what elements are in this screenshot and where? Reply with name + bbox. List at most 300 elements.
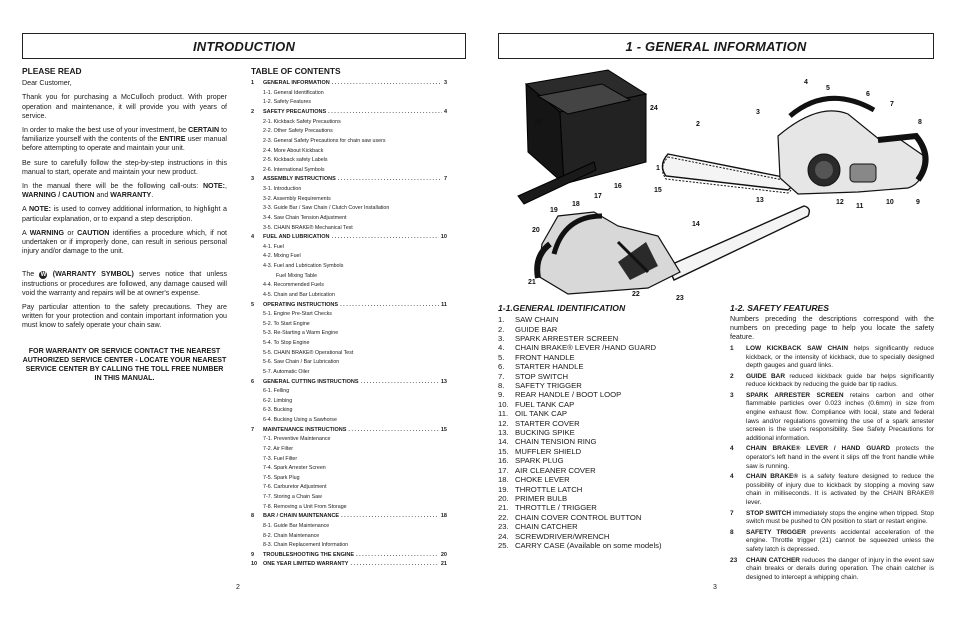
identification-item-label: CHAIN CATCHER — [515, 522, 578, 532]
identification-list-item — [498, 325, 720, 334]
safety-feature-term: SAFETY TRIGGER — [746, 528, 806, 536]
toc-section-entry — [251, 339, 447, 349]
toc-entry-title: 7-2. Air Filter — [263, 445, 294, 452]
toc-section-entry — [251, 147, 447, 157]
identification-list-item — [498, 315, 720, 324]
toc-entry-title: 2-2. Other Safety Precautions — [263, 128, 333, 135]
callout-17: 17 — [594, 193, 602, 200]
safety-feature-item — [730, 373, 934, 390]
safety-feature-description — [746, 510, 934, 527]
safety-feature-text: reduced kickback guide bar helps significantly reduce kickback by reducing the guide bar tip radius. — [746, 372, 934, 389]
safety-feature-text: protects the operator's left hand in the event it slips off the front handle while saw is running. — [746, 445, 934, 470]
toc-section-entry — [251, 435, 447, 445]
callout-21: 21 — [528, 279, 536, 286]
safety-feature-number: 4 — [730, 473, 734, 481]
intro-paragraph-8: Pay particular attention to the safety precautions. They are written for your protection and contain important information you must know to safely operate your chain saw. — [22, 303, 227, 330]
safety-feature-text: reduces the danger of injury in the event saw chain breaks or derails during operation. The chain catcher is designed to intercept a whipping chain. — [746, 556, 934, 581]
intro-paragraph-4: In the manual there will be the following call-outs: NOTE:, WARNING / CAUTION and WARRANTY. — [22, 182, 227, 200]
toc-chapter-entry — [251, 175, 447, 185]
identification-list-item — [498, 343, 720, 352]
safety-feature-text: helps significantly reduce kickback, or the intensity of kickback, due to specially designed depth gauges and guard links. — [746, 344, 934, 370]
safety-feature-description — [746, 445, 934, 471]
toc-leader-dots — [328, 108, 442, 118]
toc-section-entry — [251, 272, 447, 282]
toc-page-number: 13 — [440, 378, 447, 385]
toc-section-entry — [251, 262, 447, 272]
identification-item-number: 4. — [498, 343, 505, 353]
toc-entry-title: 3-2. Assembly Requirements — [263, 195, 331, 202]
toc-page-number: 21 — [440, 561, 447, 568]
identification-item-label: FUEL TANK CAP — [515, 399, 575, 409]
identification-item-label: SPARK PLUG — [515, 456, 564, 466]
safety-feature-item — [730, 510, 934, 527]
toc-chapter-number: 6 — [251, 378, 255, 385]
toc-section-entry — [251, 397, 447, 407]
safety-feature-text: retains carbon and other flammable particles over 0.023 inches (0.6mm) in size from engine exhaust flow. Compliance with local, state and federal laws and/or regulations governing the use of a spark arrester screen is the user's responsibility. See Safety Precautions for additional information. — [746, 391, 934, 442]
identification-item-label: BUCKING SPIKE — [515, 428, 575, 438]
safety-feature-term: LOW KICKBACK SAW CHAIN — [746, 344, 849, 352]
identification-item-number: 10. — [498, 399, 509, 409]
toc-entry-title: 8-2. Chain Maintenance — [263, 532, 320, 539]
please-read-section — [22, 67, 227, 383]
identification-list-item — [498, 353, 720, 362]
toc-section-entry — [251, 445, 447, 455]
identification-list-item — [498, 381, 720, 390]
toc-section-entry — [251, 166, 447, 176]
identification-item-label: CHAIN BRAKE® LEVER /HAND GUARD — [515, 343, 657, 353]
safety-features-section — [730, 304, 934, 584]
safety-feature-term: CHAIN BRAKE® LEVER / HAND GUARD — [746, 445, 891, 453]
toc-chapter-number: 9 — [251, 551, 255, 558]
toc-chapter-entry — [251, 79, 447, 89]
general-identification-heading: 1-1.GENERAL IDENTIFICATION — [498, 303, 626, 313]
identification-item-number: 18. — [498, 475, 509, 485]
toc-entry-title: 6-4. Bucking Using a Sawhorse — [263, 417, 337, 424]
toc-chapter-entry — [251, 301, 447, 311]
identification-item-number: 16. — [498, 456, 509, 466]
identification-item-number: 23. — [498, 522, 509, 532]
toc-entry-title: 8-3. Chain Replacement Information — [263, 542, 349, 549]
identification-item-number: 3. — [498, 334, 505, 344]
introduction-title: INTRODUCTION — [192, 38, 296, 54]
identification-list-item — [498, 466, 720, 475]
toc-section-entry — [251, 503, 447, 513]
identification-item-label: SCREWDRIVER/WRENCH — [515, 531, 610, 541]
safety-feature-description — [746, 373, 934, 390]
identification-item-number: 5. — [498, 352, 505, 362]
identification-item-label: STARTER COVER — [515, 418, 580, 428]
general-information-banner — [498, 33, 934, 59]
toc-section-entry — [251, 252, 447, 262]
toc-section-entry — [251, 474, 447, 484]
toc-section-entry — [251, 541, 447, 551]
identification-item-label: SAW CHAIN — [515, 315, 559, 325]
toc-entry-title: 7-5. Spark Plug — [263, 474, 300, 481]
safety-feature-item — [730, 473, 934, 507]
safety-feature-item — [730, 392, 934, 444]
toc-section-entry — [251, 204, 447, 214]
page-number-left: 2 — [236, 584, 240, 591]
toc-section-entry — [251, 387, 447, 397]
toc-section-entry — [251, 329, 447, 339]
toc-list — [251, 79, 447, 570]
identification-item-number: 20. — [498, 493, 509, 503]
toc-entry-title: 5-6. Saw Chain / Bar Lubrication — [263, 359, 340, 366]
callout-19: 19 — [550, 207, 558, 214]
chainsaw-top-drawing — [662, 98, 925, 194]
identification-item-label: REAR HANDLE / BOOT LOOP — [515, 390, 622, 400]
safety-feature-term: STOP SWITCH — [746, 509, 792, 517]
identification-list-item — [498, 503, 720, 512]
toc-entry-title: 1-1. General Identification — [263, 89, 324, 96]
identification-item-number: 2. — [498, 324, 505, 334]
toc-section-entry — [251, 195, 447, 205]
identification-list-item — [498, 485, 720, 494]
identification-item-number: 7. — [498, 371, 505, 381]
identification-item-label: STOP SWITCH — [515, 371, 569, 381]
toc-leader-dots — [338, 175, 442, 185]
general-information-title: 1 - GENERAL INFORMATION — [625, 38, 807, 54]
safety-feature-description — [746, 473, 934, 507]
callout-14: 14 — [692, 221, 700, 228]
toc-chapter-entry — [251, 551, 447, 561]
identification-list-item — [498, 419, 720, 428]
identification-item-number: 1. — [498, 315, 505, 325]
callout-12: 12 — [836, 199, 844, 206]
safety-feature-description — [746, 345, 934, 371]
toc-entry-title: 6-3. Bucking — [263, 407, 293, 414]
safety-feature-number: 23 — [730, 556, 738, 564]
safety-features-list — [730, 345, 934, 582]
toc-section-entry — [251, 358, 447, 368]
identification-list-item — [498, 522, 720, 531]
toc-entry-title: 3-4. Saw Chain Tension Adjustment — [263, 214, 347, 221]
callout-6: 6 — [866, 91, 870, 98]
callout-10: 10 — [886, 199, 894, 206]
toc-section-entry — [251, 406, 447, 416]
intro-paragraph-1: Thank you for purchasing a McCulloch product. With proper operation and maintenance, it will provide you with years of service. — [22, 93, 227, 120]
identification-item-number: 15. — [498, 446, 509, 456]
callout-4: 4 — [804, 79, 808, 86]
toc-entry-title: FUEL AND LUBRICATION — [263, 234, 330, 241]
toc-page-number: 7 — [443, 176, 447, 183]
toc-entry-title: 4-3. Fuel and Lubrication Symbols — [263, 263, 344, 270]
toc-page-number: 4 — [443, 109, 447, 116]
safety-feature-number: 1 — [730, 344, 734, 352]
toc-chapter-entry — [251, 378, 447, 388]
general-identification-section — [498, 304, 720, 550]
identification-list-item — [498, 437, 720, 446]
toc-leader-dots — [332, 233, 439, 243]
toc-section-entry — [251, 214, 447, 224]
safety-feature-item — [730, 529, 934, 555]
toc-section-entry — [251, 118, 447, 128]
identification-list-item — [498, 532, 720, 541]
toc-entry-title: SAFETY PRECAUTIONS — [263, 109, 327, 116]
salutation: Dear Customer, — [22, 79, 72, 88]
identification-list-item — [498, 541, 720, 550]
toc-section-entry — [251, 455, 447, 465]
identification-list-item — [498, 334, 720, 343]
toc-section-entry — [251, 483, 447, 493]
identification-item-label: CARRY CASE (Available on some models) — [515, 540, 662, 550]
toc-entry-title: 3-3. Guide Bar / Saw Chain / Clutch Cover Installation — [263, 205, 390, 212]
toc-entry-title: 2-4. More About Kickback — [263, 147, 324, 154]
callout-15: 15 — [654, 187, 662, 194]
identification-item-number: 14. — [498, 437, 509, 447]
toc-leader-dots — [356, 551, 439, 561]
toc-chapter-entry — [251, 512, 447, 522]
identification-list-item — [498, 372, 720, 381]
identification-list-item — [498, 456, 720, 465]
toc-entry-title: 7-1. Preventive Maintenance — [263, 436, 331, 443]
toc-leader-dots — [340, 301, 439, 311]
toc-entry-title: 3-5. CHAIN BRAKE® Mechanical Test — [263, 224, 353, 231]
toc-chapter-number: 1 — [251, 80, 255, 87]
safety-feature-item — [730, 557, 934, 583]
callout-7: 7 — [890, 101, 894, 108]
toc-entry-title: BAR / CHAIN MAINTENANCE — [263, 513, 340, 520]
callout-25: 25 — [534, 119, 542, 126]
callout-8: 8 — [918, 119, 922, 126]
toc-leader-dots — [348, 426, 438, 436]
toc-chapter-number: 4 — [251, 234, 255, 241]
toc-leader-dots — [361, 378, 439, 388]
safety-feature-term: GUIDE BAR — [746, 372, 786, 380]
toc-leader-dots — [350, 560, 438, 570]
safety-feature-term: SPARK ARRESTER SCREEN — [746, 391, 844, 399]
toc-page-number: 18 — [440, 513, 447, 520]
toc-entry-title: 5-7. Automatic Oiler — [263, 368, 310, 375]
toc-chapter-number: 5 — [251, 301, 255, 308]
toc-entry-title: ONE YEAR LIMITED WARRANTY — [263, 561, 349, 568]
safety-feature-description — [746, 392, 934, 444]
identification-item-number: 22. — [498, 512, 509, 522]
safety-feature-text: immediately stops the engine when tripped. Stop switch must be pushed to ON position to start or restart engine. — [746, 509, 934, 526]
toc-section-entry — [251, 416, 447, 426]
toc-entry-title: 7-7. Storing a Chain Saw — [263, 494, 322, 501]
toc-chapter-number: 2 — [251, 109, 255, 116]
identification-item-number: 24. — [498, 531, 509, 541]
safety-feature-number: 7 — [730, 509, 734, 517]
toc-section-entry — [251, 464, 447, 474]
toc-entry-title: GENERAL INFORMATION — [263, 80, 330, 87]
identification-item-label: AIR CLEANER COVER — [515, 465, 596, 475]
safety-feature-description — [746, 529, 934, 555]
identification-item-number: 17. — [498, 465, 509, 475]
toc-page-number: 3 — [443, 80, 447, 87]
intro-paragraph-6: A WARNING or CAUTION identifies a procedure which, if not undertaken or if improperly done, can result in serious personal injury and/or damage to the unit. — [22, 228, 228, 256]
table-of-contents — [251, 67, 447, 570]
identification-item-number: 9. — [498, 390, 505, 400]
callout-20: 20 — [532, 227, 540, 234]
toc-entry-title: 7-3. Fuel Filter — [263, 455, 298, 462]
toc-chapter-entry — [251, 560, 447, 570]
toc-entry-title: 5-2. To Start Engine — [263, 320, 310, 327]
toc-section-entry — [251, 368, 447, 378]
toc-chapter-entry — [251, 426, 447, 436]
identification-item-number: 21. — [498, 503, 509, 513]
toc-entry-title: 7-4. Spark Arrester Screen — [263, 465, 326, 472]
page-number-right: 3 — [713, 584, 717, 591]
please-read-heading: PLEASE READ — [22, 66, 82, 76]
safety-feature-term: CHAIN BRAKE® — [746, 473, 799, 481]
safety-feature-number: 4 — [730, 445, 734, 453]
toc-entry-title: 4-2. Mixing Fuel — [263, 253, 301, 260]
identification-item-number: 8. — [498, 381, 505, 391]
safety-feature-item — [730, 345, 934, 371]
identification-item-label: GUIDE BAR — [515, 324, 558, 334]
toc-entry-title: 2-3. General Safety Precautions for chain saw users — [263, 137, 386, 144]
identification-item-label: SPARK ARRESTER SCREEN — [515, 334, 619, 344]
identification-item-number: 11. — [498, 409, 509, 419]
safety-feature-number: 8 — [730, 528, 734, 536]
identification-item-label: CHAIN COVER CONTROL BUTTON — [515, 512, 642, 522]
chainsaw-bottom-drawing — [537, 206, 809, 294]
toc-section-entry — [251, 493, 447, 503]
toc-entry-title: 5-3. Re-Starting a Warm Engine — [263, 330, 339, 337]
identification-item-label: THROTTLE / TRIGGER — [515, 503, 597, 513]
identification-list-item — [498, 409, 720, 418]
carry-case-drawing — [518, 70, 646, 204]
toc-section-entry — [251, 98, 447, 108]
callout-24: 24 — [650, 105, 658, 112]
identification-item-label: CHOKE LEVER — [515, 475, 570, 485]
identification-list-item — [498, 447, 720, 456]
safety-feature-number: 3 — [730, 391, 734, 399]
toc-leader-dots — [341, 512, 439, 522]
toc-chapter-entry — [251, 108, 447, 118]
toc-entry-title: 3-1. Introduction — [263, 186, 302, 193]
safety-feature-text: is a safety feature designed to reduce the possibility of injury due to kickback by stopping a moving saw chain in milliseconds. It is activated by the CHAIN BRAKE® lever. — [746, 473, 934, 507]
toc-page-number: 11 — [441, 301, 447, 308]
safety-feature-text: prevents accidental acceleration of the engine. Throttle trigger (21) cannot be squeezed unless the safety latch is depressed. — [746, 528, 934, 553]
callout-1: 1 — [656, 165, 660, 172]
intro-paragraph-2: In order to make the best use of your investment, be CERTAIN to familiarize yourself with the contents of the ENTIRE user manual before attempting to operate and maintain your unit. — [22, 126, 227, 153]
toc-heading: TABLE OF CONTENTS — [251, 66, 341, 76]
identification-list-item — [498, 400, 720, 409]
introduction-banner — [22, 33, 466, 59]
toc-page-number: 10 — [440, 234, 447, 241]
toc-section-entry — [251, 310, 447, 320]
toc-section-entry — [251, 532, 447, 542]
toc-entry-title: 8-1. Guide Bar Maintenance — [263, 522, 330, 529]
toc-section-entry — [251, 522, 447, 532]
intro-paragraph-5: A NOTE: is used to convey additional information, to highlight a particular explanation, or to expand a step description. — [22, 205, 227, 223]
callout-11: 11 — [856, 203, 864, 210]
safety-feature-item — [730, 445, 934, 471]
toc-section-entry — [251, 89, 447, 99]
toc-entry-title: 4-1. Fuel — [263, 243, 284, 250]
toc-entry-title: 2-6. International Symbols — [263, 166, 325, 173]
toc-entry-title: 4-4. Recommended Fuels — [263, 282, 324, 289]
identification-item-number: 25. — [498, 540, 509, 550]
identification-item-number: 6. — [498, 362, 505, 372]
callout-16: 16 — [614, 183, 622, 190]
callout-3: 3 — [756, 109, 760, 116]
identification-item-label: THROTTLE LATCH — [515, 484, 583, 494]
callout-5: 5 — [826, 85, 830, 92]
toc-leader-dots — [332, 79, 442, 89]
toc-section-entry — [251, 243, 447, 253]
toc-entry-title: MAINTENANCE INSTRUCTIONS — [263, 426, 347, 433]
toc-chapter-number: 10 — [251, 561, 258, 568]
toc-entry-title: 1-2. Safety Features — [263, 99, 311, 106]
identification-item-label: FRONT HANDLE — [515, 352, 575, 362]
toc-section-entry — [251, 291, 447, 301]
toc-page-number: 15 — [440, 426, 447, 433]
toc-section-entry — [251, 185, 447, 195]
identification-item-number: 19. — [498, 484, 509, 494]
toc-chapter-number: 7 — [251, 426, 255, 433]
identification-item-label: SAFETY TRIGGER — [515, 381, 582, 391]
warranty-symbol-icon: W — [40, 271, 47, 278]
chainsaw-illustration — [498, 66, 938, 306]
general-identification-list — [498, 315, 720, 550]
intro-paragraph-7: The W (WARRANTY SYMBOL) serves notice that unless instructions or procedures are followed, any damage caused will void the warranty and repairs will be at owner's expense. — [22, 270, 227, 297]
intro-paragraph-3: Be sure to carefully follow the step-by-step instructions in this manual to start, operate and maintain your new product. — [22, 158, 227, 176]
toc-page-number: 20 — [440, 551, 447, 558]
identification-item-label: OIL TANK CAP — [515, 409, 567, 419]
toc-entry-title: 5-1. Engine Pre-Start Checks — [263, 311, 332, 318]
safety-feature-description — [746, 557, 934, 583]
identification-item-label: PRIMER BULB — [515, 493, 568, 503]
toc-entry-title: 2-5. Kickback safety Labels — [263, 157, 328, 164]
identification-item-number: 13. — [498, 428, 509, 438]
identification-item-label: CHAIN TENSION RING — [515, 437, 597, 447]
callout-22: 22 — [632, 291, 640, 298]
toc-entry-title: TROUBLESHOOTING THE ENGINE — [263, 551, 355, 558]
identification-item-number: 12. — [498, 418, 509, 428]
callout-2: 2 — [696, 121, 700, 128]
toc-entry-title: 5-5. CHAIN BRAKE® Operational Test — [263, 349, 354, 356]
toc-entry-title: 5-4. To Stop Engine — [263, 340, 310, 347]
safety-feature-term: CHAIN CATCHER — [746, 556, 800, 564]
toc-section-entry — [251, 349, 447, 359]
toc-section-entry — [251, 320, 447, 330]
toc-entry-title: Fuel Mixing Table — [276, 272, 318, 279]
identification-list-item — [498, 475, 720, 484]
toc-section-entry — [251, 224, 447, 234]
callout-9: 9 — [916, 199, 920, 206]
toc-section-entry — [251, 127, 447, 137]
identification-list-item — [498, 494, 720, 503]
identification-list-item — [498, 513, 720, 522]
safety-features-intro: Numbers preceding the descriptions correspond with the numbers on preceding page to help you locate the safety feature. — [730, 315, 934, 342]
toc-entry-title: 7-8. Removing a Unit From Storage — [263, 503, 347, 510]
toc-entry-title: 7-6. Carburetor Adjustment — [263, 484, 327, 491]
toc-entry-title: OPERATING INSTRUCTIONS — [263, 301, 339, 308]
identification-item-label: STARTER HANDLE — [515, 362, 584, 372]
identification-list-item — [498, 428, 720, 437]
identification-list-item — [498, 390, 720, 399]
toc-entry-title: GENERAL CUTTING INSTRUCTIONS — [263, 378, 359, 385]
warranty-contact-notice: FOR WARRANTY OR SERVICE CONTACT THE NEAREST AUTHORIZED SERVICE CENTER - LOCATE YOUR NEAREST SERVICE CENTER BY CALLING THE TOLL FREE NUMBER IN THIS MANUAL. — [22, 346, 227, 383]
identification-item-label: MUFFLER SHIELD — [515, 446, 582, 456]
toc-entry-title: ASSEMBLY INSTRUCTIONS — [263, 176, 336, 183]
toc-entry-title: 6-1. Felling — [263, 388, 290, 395]
callout-18: 18 — [572, 201, 580, 208]
toc-chapter-entry — [251, 233, 447, 243]
callout-23: 23 — [676, 295, 684, 302]
toc-chapter-number: 3 — [251, 176, 255, 183]
safety-features-heading: 1-2. SAFETY FEATURES — [730, 303, 830, 313]
callout-13: 13 — [756, 197, 764, 204]
toc-section-entry — [251, 137, 447, 147]
toc-chapter-number: 8 — [251, 513, 255, 520]
toc-entry-title: 2-1. Kickback Safety Precautions — [263, 118, 341, 125]
toc-section-entry — [251, 156, 447, 166]
